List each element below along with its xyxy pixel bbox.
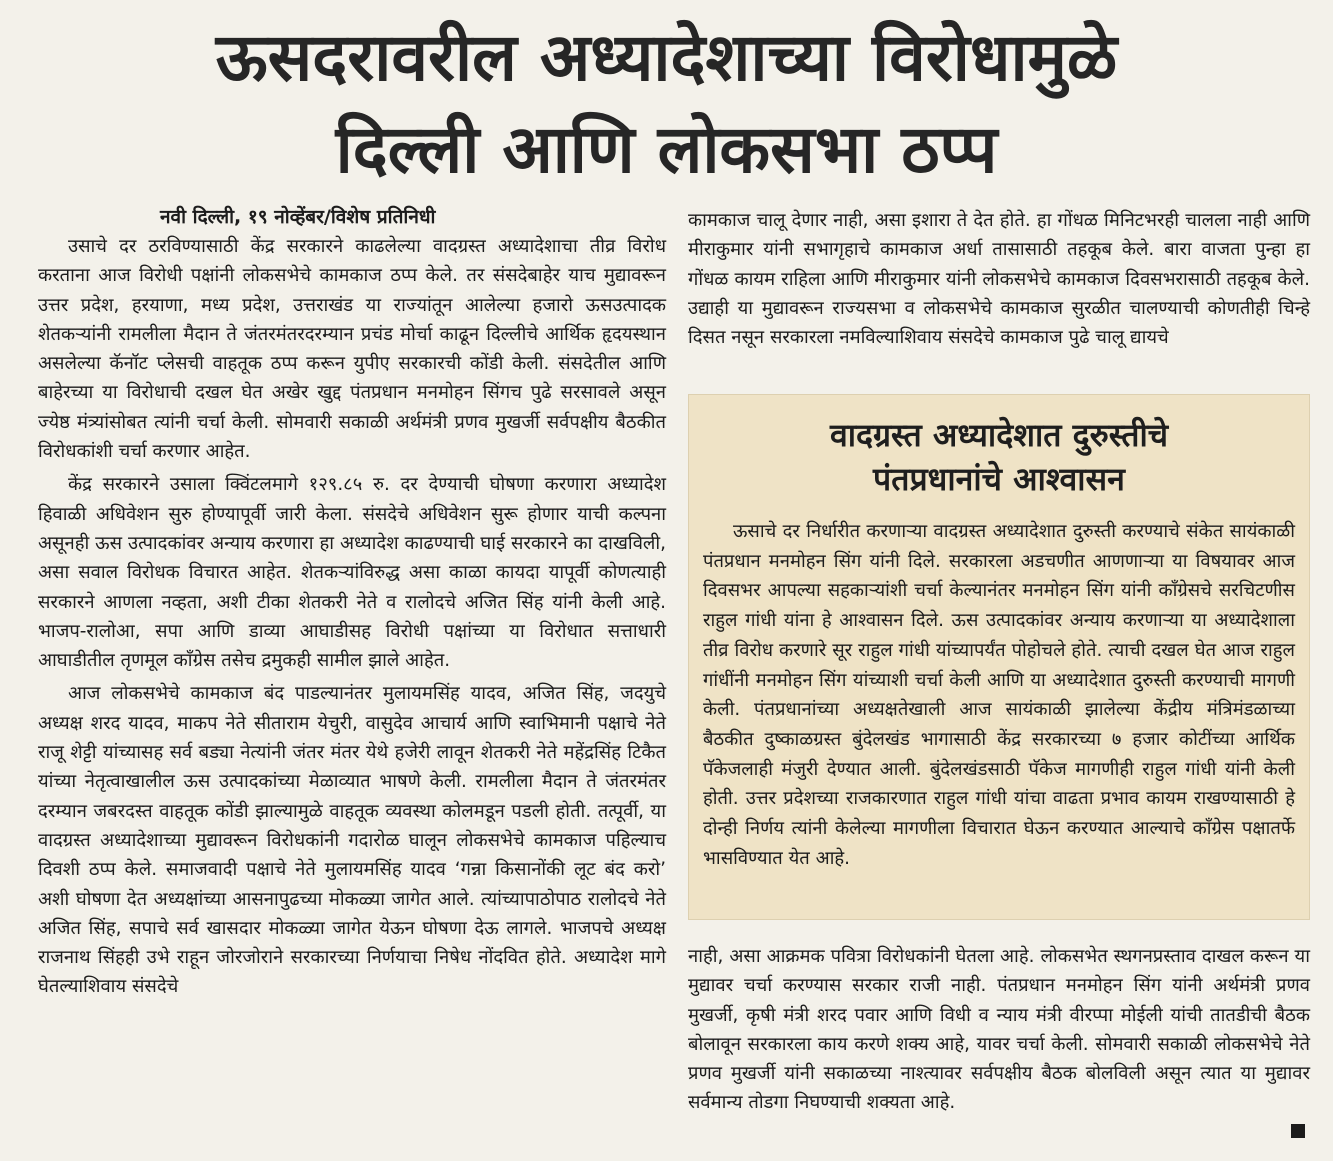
sidebar-paragraph: ऊसाचे दर निर्धारीत करणाऱ्या वादग्रस्त अध्यादेशात दुरुस्ती करण्याचे संकेत सायंकाळी पंतप्रधान मनमोहन सिंग यांनी दिले. सरकारला अडचणीत आणणाऱ्या या विषयावर आज दिवसभर आपल्या सहकाऱ्यांशी चर्चा केल्यानंतर मनमोहन सिंग यांनी काँग्रेसचे सरचिटणीस राहुल गांधी यांना हे आश्‍वासन दिले. ऊस उत्पादकांवर अन्याय करणाऱ्या या अध्यादेशाला तीव्र विरोध करणारे सूर राहुल गांधी यांच्यापर्यंत पोहोचले होते. त्याची दखल घेत आज राहुल गांधींनी मनमोहन सिंग यांच्याशी चर्चा केली आणि या अध्यादेशात दुरुस्ती करण्याची मागणी केली. पंतप्रधानांच्या अध्यक्षतेखाली आज सायंकाळी झालेल्या केंद्रीय मंत्रिमंडळाच्या बैठकीत दुष्काळग्रस्त बुंदेलखंड भागासाठी केंद्र सरकारच्या ७ हजार कोटींच्या आर्थिक पॅकेजलाही मंजुरी देण्यात आली. बुंदेलखंडसाठी पॅकेज मागणीही राहुल गांधी यांनी केली होती. उत्तर प्रदेशच्या राजकारणात राहुल गांधी यांचा वाढता प्रभाव कायम राखण्यासाठी हे दोन्ही निर्णय त्यांनी केलेल्या मागणीला विचारात घेऊन करण्यात आल्याचे काँग्रेस पक्षातर्फे भासविण्यात येत आहे.: [703, 521, 1295, 869]
right-top-paragraph: कामकाज चालू देणार नाही, असा इशारा ते देत होते. हा गोंधळ मिनिटभरही चालला नाही आणि मीराकुमार यांनी सभागृहाचे कामकाज अर्धा तासासाठी तहकूब केले. बारा वाजता पुन्हा हा गोंधळ कायम राहिला आणि मीराकुमार यांनी लोकसभेचे कामकाज दिवसभरासाठी तहकूब केले. उद्याही या मुद्यावरून राज्यसभा व लोकसभेचे कामकाज सुरळीत चालण्याची कोणतीही चिन्हे दिसत नसून सरकारला नमविल्याशिवाय संसदेचे कामकाज पुढे चालू द्यायचे: [688, 210, 1310, 349]
right-column-bottom: [688, 942, 1310, 1118]
left-paragraph-3: आज लोकसभेचे कामकाज बंद पाडल्यानंतर मुलायमसिंह यादव, अजित सिंह, जदयुचे अध्यक्ष शरद यादव, माकप नेते सीताराम येचुरी, वासुदेव आचार्य आणि स्वाभिमानी पक्षाचे नेते राजू शेट्टी यांच्यासह सर्व बड्या नेत्यांनी जंतर मंतर येथे हजेरी लावून शेतकरी नेते महेंद्रसिंह टिकैत यांच्या नेतृत्वाखालील ऊस उत्पादकांच्या मेळाव्यात भाषणे केली. रामलीला मैदान ते जंतरमंतर दरम्यान जबरदस्त वाहतूक कोंडी झाल्यामुळे वाहतूक व्यवस्था कोलमडून पडली होती. तत्पूर्वी, या वादग्रस्त अध्यादेशाच्या मुद्यावरून विरोधकांनी गदारोळ घालून लोकसभेचे कामकाज पहिल्याच दिवशी ठप्प केले. समाजवादी पक्षाचे नेते मुलायमसिंह यादव ‘गन्ना किसानोंकी लूट बंद करो’ अशी घोषणा देत अध्यक्षांच्या आसनापुढच्या मोकळ्या जागेत आले. त्यांच्यापाठोपाठ रालोदचे नेते अजित सिंह, सपाचे सर्व खासदार मोकळ्या जागेत येऊन घोषणा देऊ लागले. भाजपचे अध्यक्ष राजनाथ सिंहही उभे राहून जोरजोराने सरकारच्या निर्णयाचा निषेध नोंदवित होते. अध्यादेश मागे घेतल्याशिवाय संसदेचे: [38, 683, 666, 998]
sidebar-title-line-1: वादग्रस्त अध्यादेशात दुरुस्तीचे: [829, 416, 1169, 454]
headline-line-2: दिल्ली आणि लोकसभा ठप्प: [335, 111, 998, 188]
left-column: [38, 232, 666, 1002]
sidebar-title: [689, 413, 1309, 501]
left-paragraph-1: उसाचे दर ठरविण्यासाठी केंद्र सरकारने काढलेल्या वादग्रस्त अध्यादेशाचा तीव्र विरोध करताना आज विरोधी पक्षांनी लोकसभेचे कामकाज ठप्प केले. तर संसदेबाहेर याच मुद्यावरून उत्तर प्रदेश, हरयाणा, मध्य प्रदेश, उत्तराखंड या राज्यांतून आलेल्या हजारो ऊसउत्पादक शेतकऱ्यांनी रामलीला मैदान ते जंतरमंतरदरम्यान प्रचंड मोर्चा काढून दिल्लीचे आर्थिक हृदयस्थान असलेल्या कॅनॉट प्लेसची वाहतूक ठप्प करून युपीए सरकारची कोंडी केली. संसदेतील आणि बाहेरच्या या विरोधाची दखल घेत अखेर खुद्द पंतप्रधान मनमोहन सिंगच पुढे सरसावले असून ज्येष्ठ मंत्र्यांसोबत त्यांनी चर्चा केली. सोमवारी सकाळी अर्थमंत्री प्रणव मुखर्जी सर्वपक्षीय बैठकीत विरोधकांशी चर्चा करणार आहेत.: [38, 236, 666, 463]
sidebar-box: [688, 394, 1310, 920]
dateline: नवी दिल्ली, १९ नोव्हेंबर/विशेष प्रतिनिधी: [160, 206, 436, 228]
headline: [20, 12, 1313, 196]
sidebar-body: [703, 517, 1295, 873]
left-paragraph-2: केंद्र सरकारने उसाला क्विंटलमागे १२९.८५ रु. दर देण्याची घोषणा करणारा अध्यादेश हिवाळी अधिवेशन सुरु होण्यापूर्वी जारी केला. संसदेचे अधिवेशन सुरू होणार याची कल्पना असूनही ऊस उत्पादकांवर अन्याय करणारा हा अध्यादेश काढण्याची घाई सरकारने का दाखविली, असा सवाल विरोधक विचारत आहेत. शेतकऱ्यांविरुद्ध असा काळा कायदा यापूर्वी कोणत्याही सरकारने आणला नव्हता, अशी टीका शेतकरी नेते व रालोदचे अजित सिंह यांनी केली आहे. भाजप-रालोआ, सपा आणि डाव्या आघाडीसह विरोधी पक्षांच्या या विरोधात सत्ताधारी आघाडीतील तृणमूल काँग्रेस तसेच द्रमुकही सामील झाले आहेत.: [38, 474, 666, 672]
right-bottom-paragraph: नाही, असा आक्रमक पवित्रा विरोधकांनी घेतला आहे. लोकसभेत स्थगनप्रस्ताव दाखल करून या मुद्यावर चर्चा करण्यास सरकार राजी नाही. पंतप्रधान मनमोहन सिंग यांनी अर्थमंत्री प्रणव मुखर्जी, कृषी मंत्री शरद पवार आणि विधी व न्याय मंत्री वीरप्पा मोईली यांची तातडीची बैठक बोलावून सरकारला काय करणे शक्य आहे, यावर चर्चा केली. सोमवारी सकाळी लोकसभेचे नेते प्रणव मुखर्जी यांनी सकाळच्या नाश्त्यावर सर्वपक्षीय बैठक बोलविली असून त्यात या मुद्यावर सर्वमान्य तोडगा निघण्याची शक्यता आहे.: [688, 946, 1310, 1114]
end-of-article-mark: [1291, 1124, 1305, 1138]
sidebar-title-line-2: पंतप्रधानांचे आश्‍वासन: [873, 460, 1125, 498]
headline-line-1: ऊसदरावरील अध्यादेशाच्या विरोधामुळे: [215, 19, 1118, 96]
right-column-top: [688, 206, 1310, 352]
